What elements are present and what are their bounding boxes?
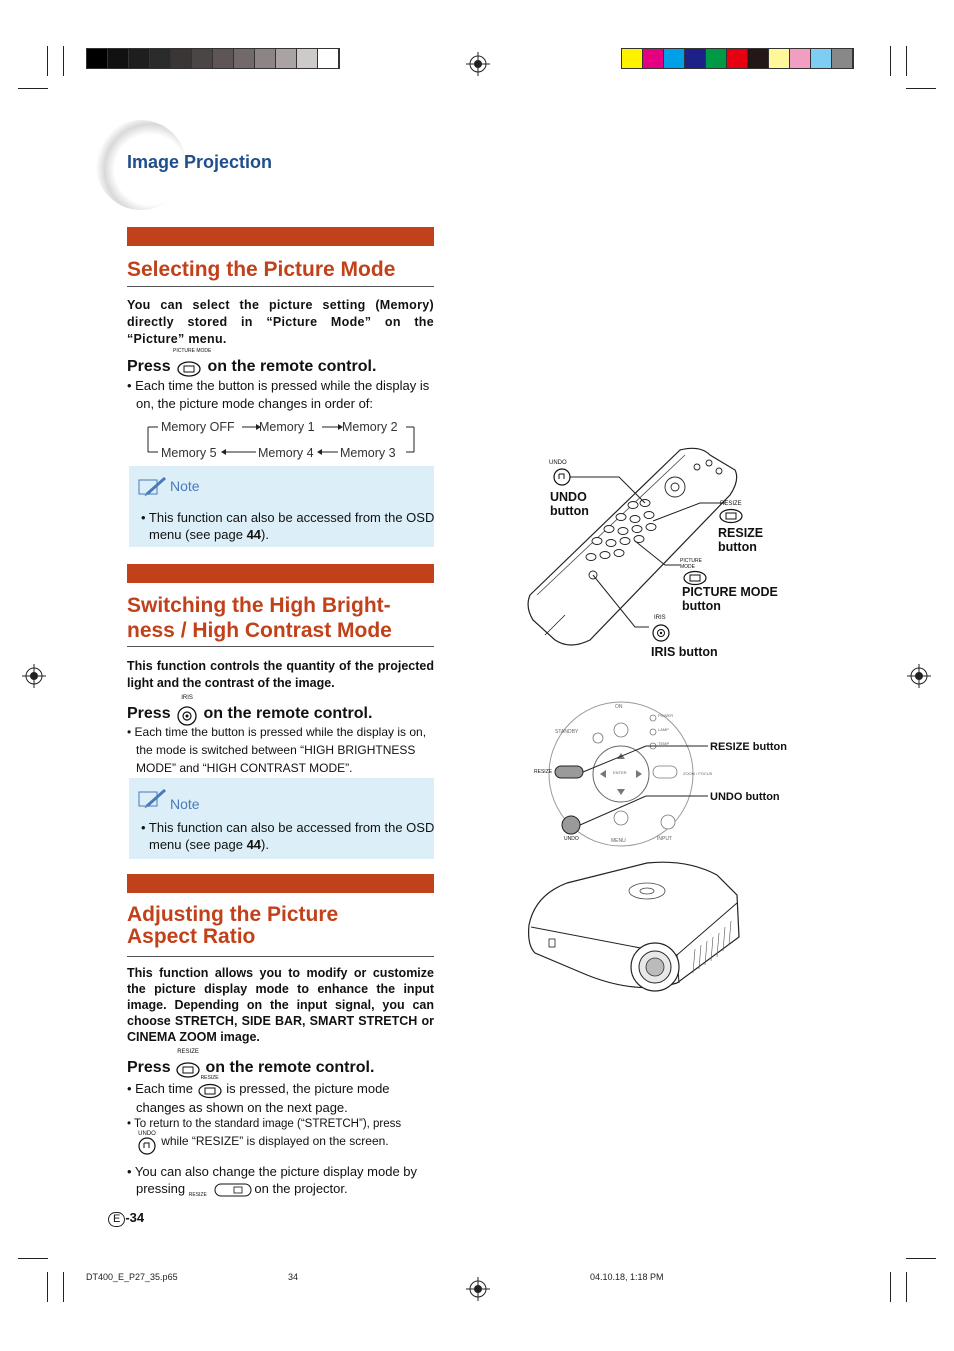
bullet-line: • Each time the button is pressed while the display is on, the mode is switched between “HIGH BRIGHTNESS MODE” and “HIGH CONTRAST MODE”. (127, 725, 427, 775)
note-box (129, 466, 434, 547)
picture-mode-button-label: PICTURE MODE button (682, 585, 778, 613)
panel-label-power: POWER (658, 713, 674, 718)
projector-illustration (527, 855, 742, 995)
press-instruction (127, 348, 377, 378)
note-page-ref: 44 (246, 527, 262, 542)
bullet-suffix: is pressed, the picture mode changes as shown on the next page. (136, 1081, 390, 1115)
panel-label-resize: RESIZE (534, 769, 553, 775)
bullet-text (127, 1074, 434, 1117)
iris-key (175, 695, 199, 725)
bullet-text (127, 377, 434, 413)
projector-resize-key (189, 1182, 251, 1198)
crop-mark (906, 1258, 936, 1259)
panel-label-undo: UNDO (564, 836, 579, 842)
key-caption: RESIZE (188, 1191, 207, 1198)
note-text-main: • This function can also be accessed from the OSD menu (see page (141, 820, 435, 852)
key-caption: RESIZE (177, 1049, 199, 1055)
bullet-line (127, 1074, 434, 1117)
note-title: Note (170, 478, 200, 494)
section-heading: Image Projection (127, 152, 273, 172)
title-rule (127, 286, 434, 287)
panel-label-lamp: LAMP (658, 727, 669, 732)
section-bar (127, 227, 434, 246)
press-instruction (127, 1049, 375, 1079)
title-rule (127, 646, 434, 647)
section-intro: This function controls the quantity of the projected light and the contrast of the image. (127, 659, 434, 690)
panel-label-enter: ENTER (613, 770, 627, 775)
note-text-main: • This function can also be accessed from the OSD menu (see page (141, 510, 435, 542)
picture-mode-icon (682, 570, 708, 586)
press-label: Press (127, 358, 171, 376)
section-title-line: Switching the High Bright- (127, 594, 391, 617)
section-title-line: Adjusting the Picture (127, 903, 339, 926)
crop-mark (63, 46, 64, 76)
note-pencil-icon (137, 788, 169, 810)
picture-mode-small-label: PICTURE MODE (680, 558, 702, 570)
crop-mark (890, 46, 891, 76)
note-text (141, 819, 439, 853)
memory-off-label: Memory OFF (161, 420, 235, 434)
press-label: Press (127, 705, 171, 723)
title-rule (127, 956, 434, 957)
bullet-text (127, 723, 434, 777)
crop-mark (906, 1272, 907, 1302)
iris-small-label: IRIS (654, 615, 666, 621)
crop-mark (18, 1258, 48, 1259)
resize-small-label: RESIZE (720, 501, 742, 507)
bullet-suffix: on the projector. (254, 1181, 348, 1196)
section-bar (127, 564, 434, 583)
footer-file: DT400_E_P27_35.p65 (86, 1272, 178, 1282)
memory-4-label: Memory 4 (258, 446, 314, 460)
section-title-line: Aspect Ratio (127, 925, 256, 948)
iris-button-label: IRIS button (651, 645, 718, 659)
crop-mark (906, 46, 907, 76)
bullet-line (127, 1163, 434, 1198)
undo-key (136, 1131, 158, 1153)
section-title: Selecting the Picture Mode (127, 258, 396, 281)
bullet-prefix: • To return to the standard image (“STRETCH”), press (127, 1118, 402, 1130)
page-number (108, 1210, 144, 1227)
undo-button-label: UNDO button (710, 791, 780, 803)
iris-icon (651, 623, 671, 643)
memory-1-label: Memory 1 (259, 420, 315, 434)
page-prefix-badge: E (108, 1212, 125, 1227)
resize-icon (214, 1183, 252, 1197)
picture-mode-key (173, 348, 212, 378)
note-box (129, 778, 434, 859)
panel-label-on: ON (615, 704, 623, 710)
undo-button-label: UNDO button (550, 490, 589, 518)
memory-5-label: Memory 5 (161, 446, 217, 460)
section-title (127, 904, 338, 948)
bullet-line (136, 1131, 436, 1153)
panel-label-input: INPUT (657, 836, 672, 842)
crop-mark (906, 88, 936, 89)
resize-key (197, 1074, 223, 1099)
crop-mark (18, 88, 48, 89)
memory-2-label: Memory 2 (342, 420, 398, 434)
section-intro: This function allows you to modify or customize the picture display mode to enhance the input image. Depending on the input signal, you can choose STRETCH, SIDE BAR, SMART STRETCH or CINEMA ZOOM image. (127, 966, 434, 1044)
registration-mark-icon (466, 1277, 490, 1301)
undo-icon (136, 1137, 158, 1155)
registration-mark-icon (466, 52, 490, 76)
crop-mark (47, 1272, 48, 1302)
panel-label-standby: STANDBY (555, 729, 579, 735)
registration-mark-icon (907, 664, 931, 688)
resize-icon (718, 508, 744, 524)
undo-icon (552, 467, 572, 487)
press-suffix: on the remote control. (203, 705, 373, 723)
note-text (141, 509, 439, 543)
crop-mark (63, 1272, 64, 1302)
press-suffix: on the remote control. (205, 1059, 375, 1077)
bullet-prefix: • Each time (127, 1081, 193, 1096)
panel-label-temp: TEMP (658, 741, 670, 746)
section-title-line: ness / High Contrast Mode (127, 619, 392, 642)
key-caption: UNDO (138, 1131, 156, 1137)
note-page-ref: 44 (246, 837, 262, 852)
note-pencil-icon (137, 476, 169, 498)
footer-timestamp: 04.10.18, 1:18 PM (590, 1272, 664, 1282)
section-bar (127, 874, 434, 893)
bullet-prefix: • You can also change the picture display mode by pressing (127, 1164, 418, 1196)
press-label: Press (127, 1059, 171, 1077)
resize-button-label: RESIZE button (718, 526, 764, 554)
registration-mark-icon (22, 664, 46, 688)
note-text-end: ). (261, 837, 269, 852)
grayscale-bar (86, 48, 340, 69)
resize-button-label: RESIZE button (710, 741, 787, 753)
footer-sheet: 34 (288, 1272, 299, 1282)
key-caption: PICTURE MODE (173, 348, 212, 354)
note-text-end: ). (261, 527, 269, 542)
section-title (127, 593, 392, 643)
key-caption: RESIZE (200, 1074, 219, 1081)
resize-icon (197, 1082, 223, 1100)
crop-mark (47, 46, 48, 76)
section-intro: You can select the picture setting (Memory) directly stored in “Picture Mode” on the “Picture” menu. (127, 298, 434, 346)
press-suffix: on the remote control. (207, 358, 377, 376)
panel-label-menu: MENU (611, 838, 626, 844)
crop-mark (890, 1272, 891, 1302)
memory-3-label: Memory 3 (340, 446, 396, 460)
bullet-suffix: while “RESIZE” is displayed on the screen. (161, 1134, 389, 1149)
bullet-line: • Each time the button is pressed while the display is on, the picture mode changes in order of: (127, 378, 430, 411)
undo-small-label: UNDO (549, 460, 567, 466)
key-caption: IRIS (181, 695, 193, 701)
page-number-value: -34 (125, 1210, 145, 1225)
color-bar (621, 48, 854, 69)
press-instruction (127, 695, 373, 725)
bullet-line (127, 1117, 434, 1131)
note-title: Note (170, 796, 200, 812)
panel-label-zoom-focus: ZOOM / FOCUS (683, 771, 713, 776)
